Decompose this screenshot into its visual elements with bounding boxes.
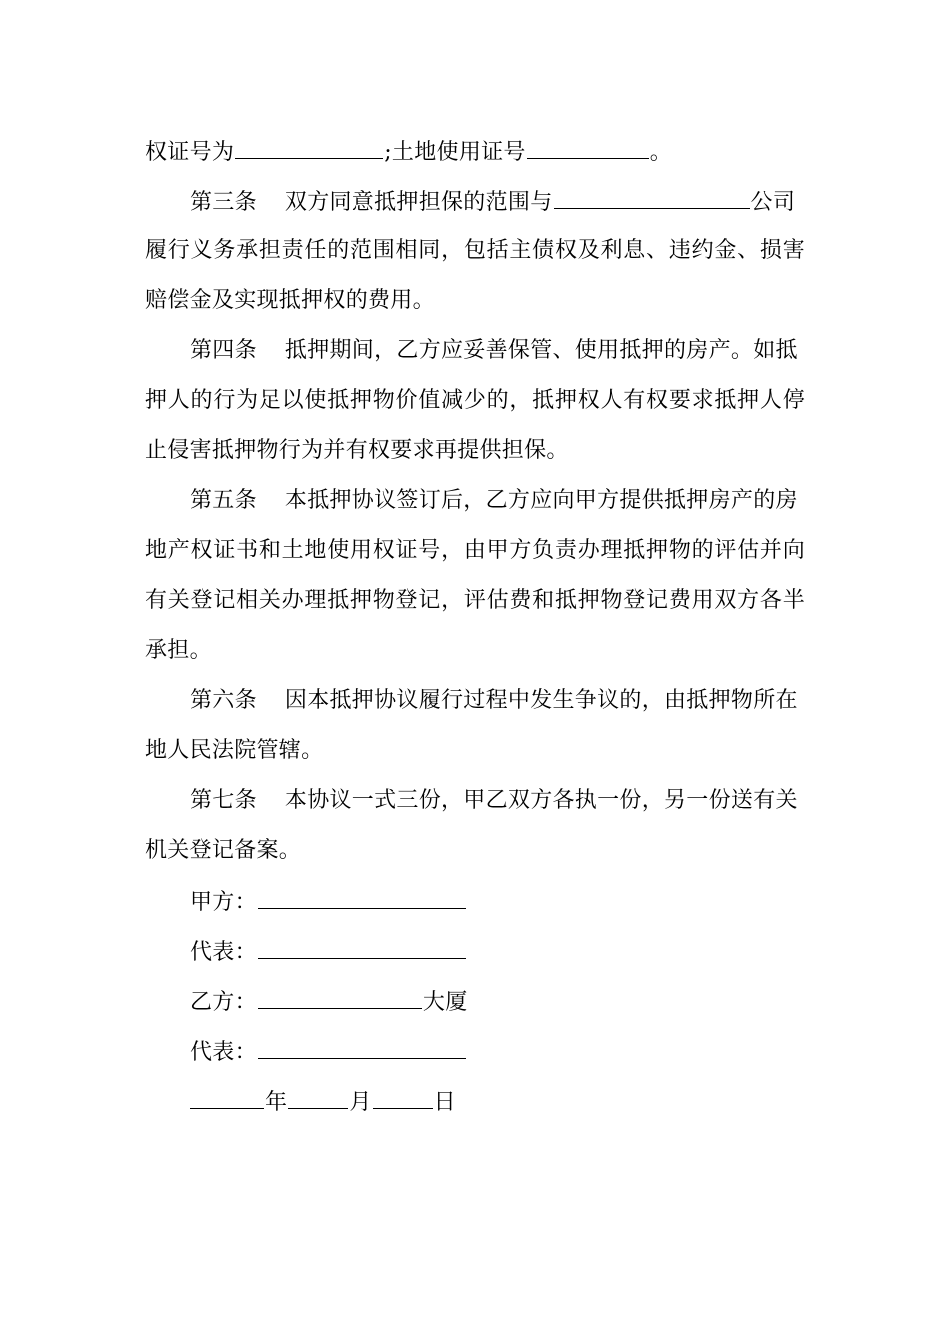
article-6-heading-line (190, 686, 805, 716)
article-text: 本协议一式三份，甲乙双方各执一份，另一份送有关 (284, 788, 798, 813)
text-fragment: 。 (649, 140, 673, 165)
article-4-heading-line (190, 336, 805, 366)
article-text: 因本抵押协议履行过程中发生争议的，由抵押物所在 (284, 688, 798, 713)
article-number: 第五条 (190, 488, 257, 513)
party-a-field[interactable] (258, 886, 466, 909)
fill-blank[interactable] (527, 136, 649, 159)
month-label: 月 (349, 1090, 372, 1115)
article-number: 第六条 (190, 688, 257, 713)
text-line: 地产权证书和土地使用权证号，由甲方负责办理抵押物的评估并向 (145, 538, 805, 563)
article-text: 双方同意抵押担保的范围与 (284, 190, 553, 215)
article-3-heading-line (190, 186, 805, 218)
signature-rep-a (190, 936, 805, 968)
text-fragment: 权证号为 (145, 140, 235, 165)
rep-b-field[interactable] (258, 1036, 466, 1059)
fill-blank[interactable] (554, 186, 750, 209)
text-line: 履行义务承担责任的范围相同，包括主债权及利息、违约金、损害 (145, 238, 805, 263)
party-b-label: 乙方： (190, 990, 257, 1015)
text-fragment: 公司 (750, 190, 796, 215)
year-field[interactable] (190, 1086, 264, 1109)
article-text: 本抵押协议签订后，乙方应向甲方提供抵押房产的房 (284, 488, 798, 513)
article-number: 第四条 (190, 338, 257, 363)
article-7-heading-line (190, 786, 805, 816)
signature-party-b (190, 986, 805, 1018)
party-a-label: 甲方： (190, 890, 257, 915)
fill-blank[interactable] (235, 136, 383, 159)
text-fragment: ;土地使用证号 (384, 140, 526, 165)
article-5-heading-line (190, 486, 805, 516)
text-line: 赔偿金及实现抵押权的费用。 (145, 288, 435, 313)
text-line: 有关登记相关办理抵押物登记，评估费和抵押物登记费用双方各半 (145, 588, 805, 613)
rep-a-label: 代表： (190, 940, 257, 965)
rep-b-label: 代表： (190, 1040, 257, 1065)
rep-a-field[interactable] (258, 936, 466, 959)
text-line: 机关登记备案。 (145, 838, 302, 863)
text-line: 押人的行为足以使抵押物价值减少的，抵押权人有权要求抵押人停 (145, 388, 805, 413)
text-line: 地人民法院管辖。 (145, 738, 324, 763)
day-field[interactable] (373, 1086, 433, 1109)
party-b-field[interactable] (258, 986, 422, 1009)
month-field[interactable] (288, 1086, 348, 1109)
signature-rep-b (190, 1036, 805, 1068)
year-label: 年 (265, 1090, 288, 1115)
article-number: 第三条 (190, 190, 257, 215)
day-label: 日 (433, 1090, 456, 1115)
article-number: 第七条 (190, 788, 257, 813)
party-b-suffix: 大厦 (422, 990, 468, 1015)
signature-party-a (190, 886, 805, 918)
signature-date (190, 1086, 805, 1118)
text-line: 承担。 (145, 638, 212, 663)
text-line: 止侵害抵押物行为并有权要求再提供担保。 (145, 438, 569, 463)
article-text: 抵押期间，乙方应妥善保管、使用抵押的房产。如抵 (284, 338, 798, 363)
text-line (145, 136, 805, 168)
